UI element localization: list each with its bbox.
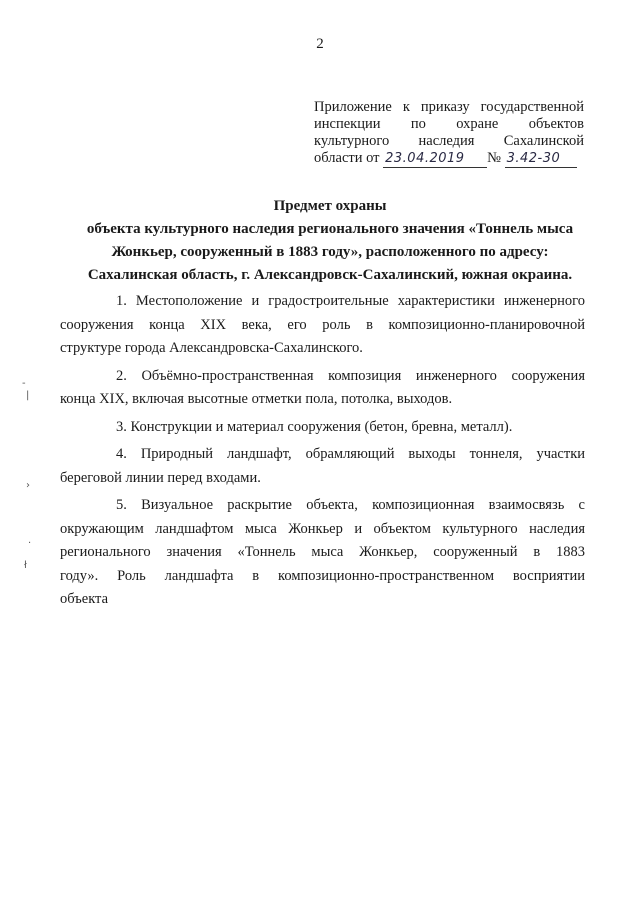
margin-scan-marks: - | › . ł [22,378,32,571]
list-item [60,443,585,490]
list-item [60,494,585,612]
paragraph-line: году». Роль ландшафта в композиционно-пространственном восприятии [60,567,585,584]
paragraph-line: сооружения конца XIX века, его роль в композиционно-планировочной [60,316,585,333]
paragraph-line: 1. Местоположение и градостроительные характеристики инженерного [116,293,585,309]
title-line: Предмет охраны [273,198,387,214]
list-item [60,416,585,440]
paragraph-line: конца XIX, включая высотные отметки пола, потолка, выходов. [60,391,453,407]
document-title [60,195,600,287]
handwritten-order-number: 3.42-30 [505,150,577,168]
list-item [60,290,585,361]
appendix-date-line [314,150,584,168]
paragraph-line: 4. Природный ландшафт, обрамляющий выходы тоннеля, участки [116,446,585,462]
title-line: Жонкьер, сооруженный в 1883 году», расположенного по адресу: [111,244,549,260]
appendix-line: Приложение к приказу государственной [314,99,584,115]
list-item [60,365,585,412]
document-body [60,290,585,616]
appendix-line: инспекции по охране объектов [314,116,584,132]
title-line: объекта культурного наследия регионального значения «Тоннель мыса [86,221,574,237]
paragraph-line: регионального значения «Тоннель мыса Жонкьер, сооруженный в 1883 [60,544,585,560]
title-line: Сахалинская область, г. Александровск-Сахалинский, южная окраина. [87,267,573,283]
number-sign: № [487,150,501,166]
appendix-prefix: области от [314,150,380,166]
paragraph-line: объекта [60,591,109,607]
paragraph-line: 5. Визуальное раскрытие объекта, композиционная взаимосвязь с [116,497,585,513]
paragraph-line: структуре города Александровска-Сахалинского. [60,340,363,356]
handwritten-date: 23.04.2019 [383,150,487,168]
appendix-line: культурного наследия Сахалинской [314,133,584,149]
paragraph-line: окружающим ландшафтом мыса Жонкьер и объектом культурного наследия [60,520,585,537]
page-number: 2 [316,36,324,52]
paragraph-line: береговой линии перед входами. [60,469,261,486]
paragraph-line: 3. Конструкции и материал сооружения (бетон, бревна, металл). [116,418,513,435]
appendix-note [314,99,584,168]
paragraph-line: 2. Объёмно-пространственная композиция инженерного сооружения [116,367,585,384]
